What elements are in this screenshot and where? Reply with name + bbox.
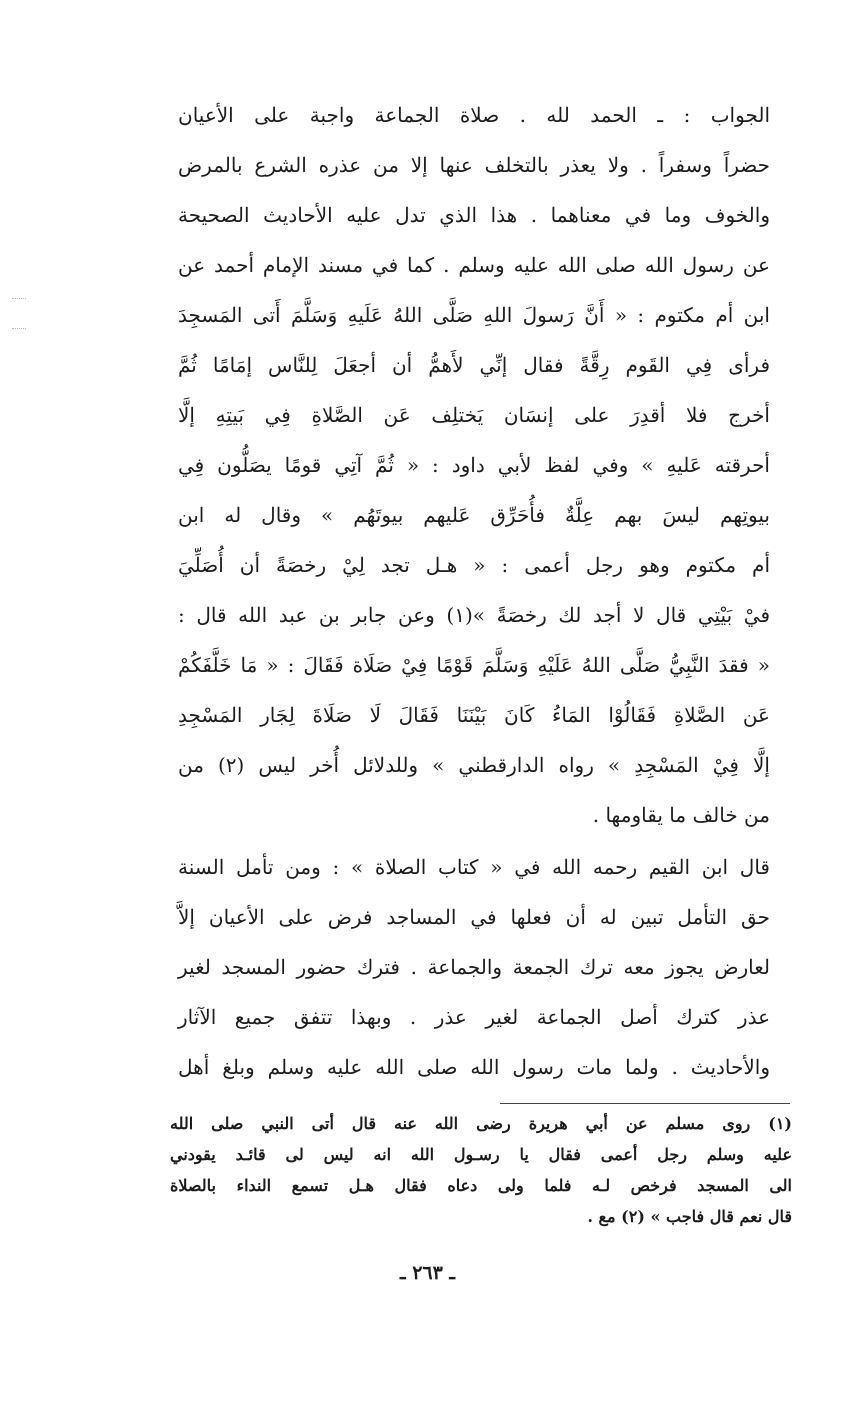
text-line: « فقدَ النَّبِيُّ صَلَّى اللهُ عَلَيْهِ وَسَلَّمَ قَوْمًا فِيْ صَلَاة فَقَالَ : « مَا خَلَّفَكُمْ — [178, 653, 770, 677]
text-line: لعارض يجوز معه ترك الجمعة والجماعة . فترك حضور المسجد لغير — [178, 955, 770, 979]
text-line: الجواب : ـ الحمد لله . صلاة الجماعة واجبة على الأعيان — [178, 103, 770, 127]
text-line: ابن أم مكتوم : « أَنَّ رَسولَ اللهِ صَلَّى اللهُ عَلَيهِ وَسَلَّمَ أَتى المَسجِدَ — [178, 303, 770, 327]
main-paragraph-2 — [178, 842, 770, 1092]
text-line: قال ابن القيم رحمه الله في « كتاب الصلاة » : ومن تأمل السنة — [178, 855, 770, 879]
text-line: حق التأمل تبين له أن فعلها في المساجد فرض على الأعيان إلاَّ — [178, 905, 771, 929]
main-paragraph-1 — [178, 90, 770, 840]
text-line: أحرقته عَليهِ » وفي لفظ لأبي داود : « ثُمَّ آتِي قومًا يصَلُّون فِي — [178, 453, 770, 477]
footnotes — [170, 1108, 792, 1232]
text-line: والخوف وما في معناهما . هذا الذي تدل عليه الأحاديث الصحيحة — [178, 203, 770, 227]
footnote-line: (١) روى مسلم عن أبي هريرة رضى الله عنه قال أتى النبي صلى الله — [170, 1114, 792, 1133]
text-line: من خالف ما يقاومها . — [592, 803, 770, 827]
text-line: فيْ بَيْتِي قال لا أجد لك رخصَةً »(١) وعن جابر بن عبد الله قال : — [178, 603, 771, 627]
footnote-line: الى المسجد فرخص لـه فلما ولى دعاه فقال هـل تسمع النداء بالصلاة — [170, 1176, 792, 1195]
text-line: عَن الصَّلاةِ فَقَالُوْا المَاءُ كَانَ بَيْنَنَا فَقَالَ لَا صَلَاةَ لِجَار المَسْجِدِ — [178, 703, 770, 727]
text-line: حضراً وسفراً . ولا يعذر بالتخلف عنها إلا من عذره الشرع بالمرض — [178, 153, 770, 177]
text-line: بيوتِهم ليسَ بهم عِلَّةٌ فأُحَرِّق عَليهم بيوتَهُم » وقال له ابن — [178, 503, 770, 527]
text-line: أخرج فلا أقدِرَ على إنسَان يَختلِف عَن الصَّلاةِ فِي بَيتِهِ إلَّا — [178, 403, 770, 427]
margin-scan-mark — [12, 328, 26, 329]
text-line: فرأى فِي القَوم رِقَّةً فقال إنِّي لأَهمُّ أن أجعَلَ لِلنَّاس إمَامًا ثُمَّ — [178, 353, 771, 377]
footnote-line: عليه وسلم رجل أعمى فقال يا رسـول الله انه ليس لى قائـد يقودني — [170, 1145, 792, 1164]
text-line: أم مكتوم وهو رجل أعمى : « هـل تجد لِيْ رخصَةً أن أُصَلِّيَ — [178, 553, 770, 577]
page-number: ـ ٢٦٣ ـ — [400, 1262, 455, 1284]
text-line: إلَّا فِيْ المَسْجِدِ » رواه الدارقطني » وللدلائل أُخر ليس (٢) من — [178, 753, 770, 777]
margin-scan-mark — [12, 298, 26, 299]
footnote-line: قال نعم قال فاجب » (٢) مع . — [587, 1207, 792, 1226]
text-line: عذر كترك أصل الجماعة لغير عذر . وبهذا تتفق جميع الآثار — [178, 1005, 770, 1029]
footnote-separator — [500, 1103, 790, 1104]
text-line: والأحاديث . ولما مات رسول الله صلى الله عليه وسلم وبلغ أهل — [178, 1055, 770, 1079]
text-line: عن رسول الله صلى الله عليه وسلم . كما في مسند الإمام أحمد عن — [178, 253, 770, 277]
